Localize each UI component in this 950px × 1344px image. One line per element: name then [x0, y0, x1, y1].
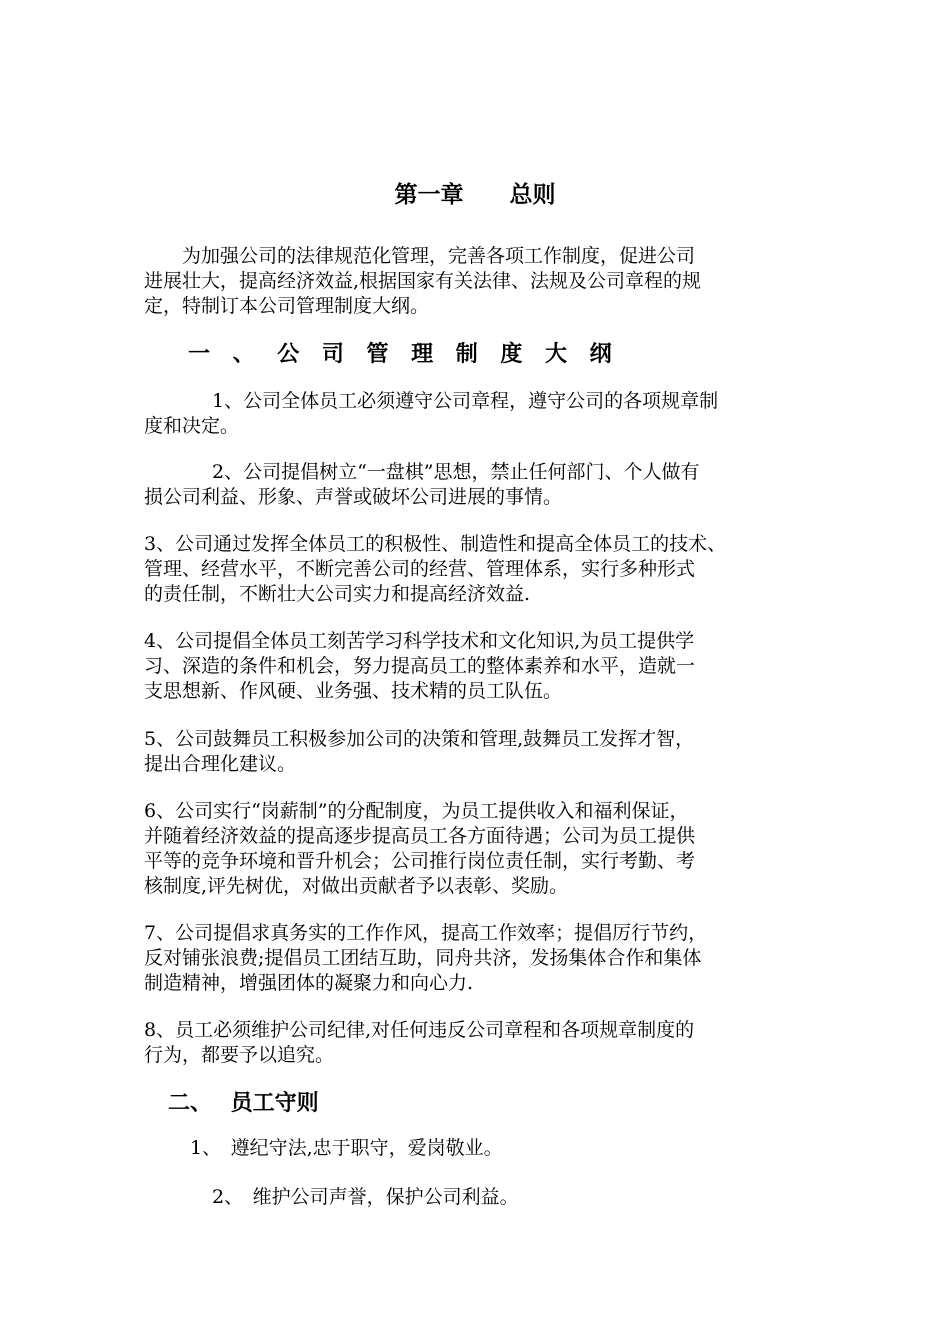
section1-item-line: 1、公司全体员工必须遵守公司章程，遵守公司的各项规章制 — [212, 390, 719, 412]
section1-item-line: 行为，都要予以追究。 — [144, 1044, 335, 1066]
section1-item-line: 制造精神，增强团体的凝聚力和向心力. — [144, 972, 474, 994]
section2-title: 二、 员工守则 — [168, 1090, 319, 1116]
section1-item-line: 提出合理化建议。 — [144, 753, 297, 775]
section2-item: 1、 遵纪守法,忠于职守，爱岗敬业。 — [190, 1137, 503, 1159]
intro-line: 为加强公司的法律规范化管理，完善各项工作制度，促进公司 — [182, 245, 696, 267]
section1-item-line: 2、公司提倡树立“一盘棋”思想，禁止任何部门、个人做有 — [212, 461, 700, 483]
section1-item-line: 6、公司实行“岗薪制”的分配制度，为员工提供收入和福利保证， — [144, 800, 689, 822]
section1-item-line: 平等的竞争环境和晋升机会；公司推行岗位责任制，实行考勤、考 — [144, 850, 696, 872]
section1-item-line: 度和决定。 — [144, 415, 240, 437]
section1-item-line: 支思想新、作风硬、业务强、技术精的员工队伍。 — [144, 680, 563, 702]
section1-item-line: 3、公司通过发挥全体员工的积极性、制造性和提高全体员工的技术、 — [144, 533, 727, 555]
section1-item-line: 8、员工必须维护公司纪律,对任何违反公司章程和各项规章制度的 — [144, 1019, 695, 1041]
section1-item-line: 并随着经济效益的提高逐步提高员工各方面待遇；公司为员工提供 — [144, 825, 696, 847]
section1-item-line: 管理、经营水平，不断完善公司的经营、管理体系，实行多种形式 — [144, 558, 696, 580]
intro-line: 定，特制订本公司管理制度大纲。 — [144, 295, 430, 317]
section1-item-line: 习、深造的条件和机会，努力提高员工的整体素养和水平，造就一 — [144, 655, 696, 677]
chapter-title: 第一章 总则 — [394, 181, 556, 208]
section1-item-line: 的责任制，不断壮大公司实力和提高经济效益. — [144, 583, 531, 605]
section1-item-line: 4、公司提倡全体员工刻苦学习科学技术和文化知识,为员工提供学 — [144, 630, 695, 652]
section2-item: 2、 维护公司声誉，保护公司利益。 — [212, 1186, 519, 1208]
section1-title: 一 、 公 司 管 理 制 度 大 纲 — [188, 341, 620, 367]
section1-item-line: 反对铺张浪费;提倡员工团结互助，同舟共济，发扬集体合作和集体 — [144, 947, 702, 969]
section1-item-line: 损公司利益、形象、声誉或破坏公司进展的事情。 — [144, 486, 563, 508]
section1-item-line: 核制度,评先树优，对做出贡献者予以表彰、奖励。 — [144, 875, 569, 897]
intro-line: 进展壮大，提高经济效益,根据国家有关法律、法规及公司章程的规 — [144, 270, 702, 292]
section1-item-line: 7、公司提倡求真务实的工作作风，提高工作效率；提倡厉行节约， — [144, 922, 708, 944]
section1-item-line: 5、公司鼓舞员工积极参加公司的决策和管理,鼓舞员工发挥才智， — [144, 728, 695, 750]
